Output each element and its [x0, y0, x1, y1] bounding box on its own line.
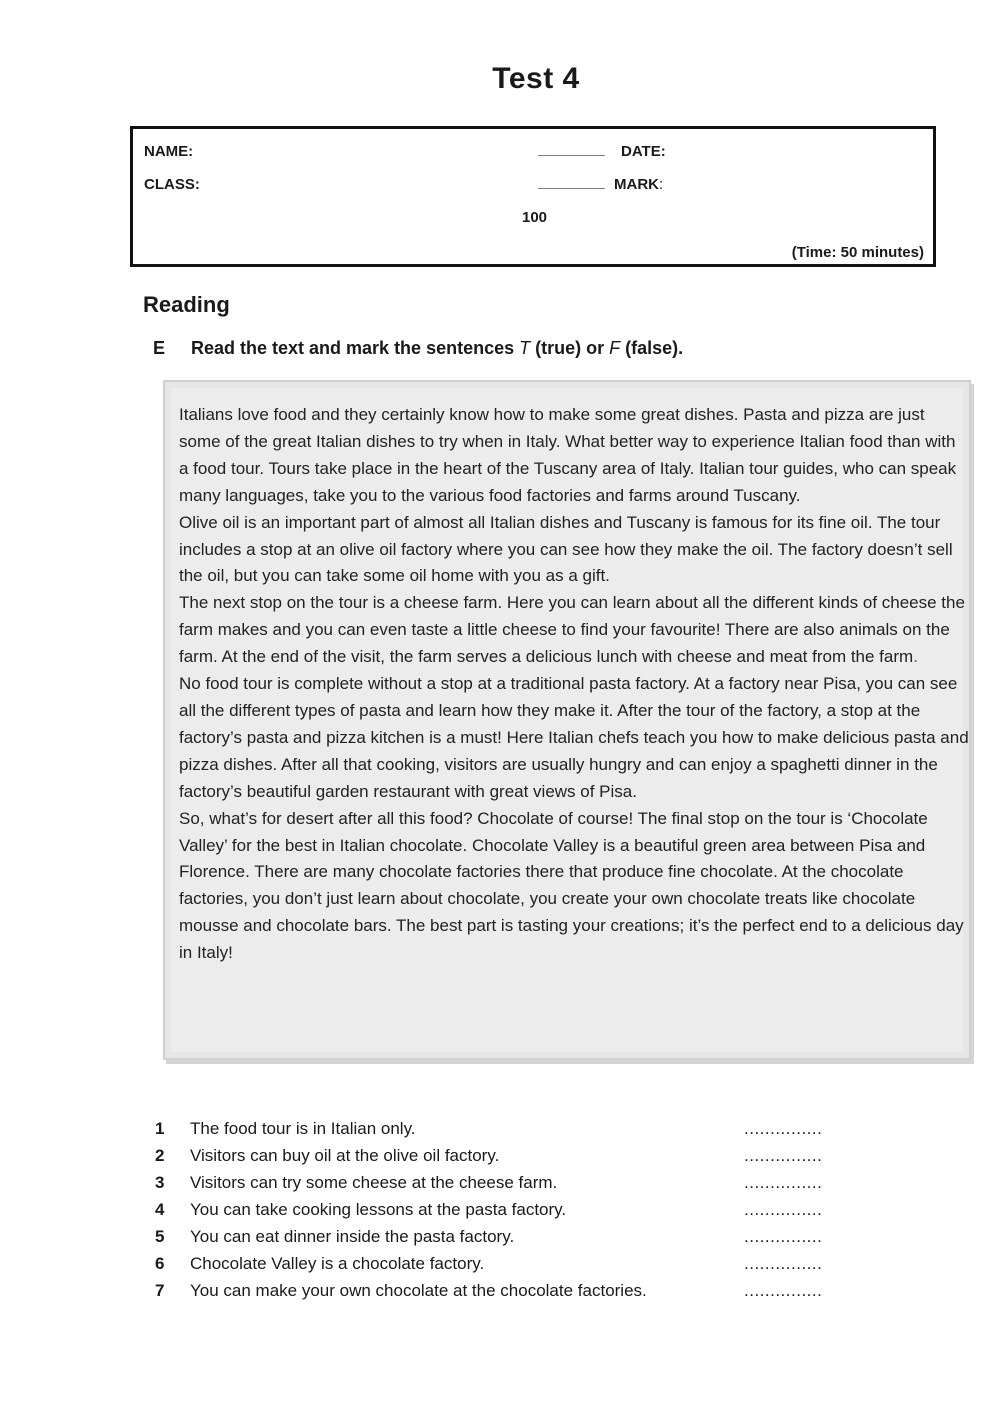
student-info-box	[130, 126, 936, 267]
passage-paragraph-text: The next stop on the tour is a cheese farm. Here you can learn about all the different kinds of cheese the farm makes and you can even taste a little cheese to find your favourite! There are also animals on the farm. At the end of the visit, the farm serves a delicious lunch with cheese and meat from the farm	[179, 593, 965, 667]
question-number: 5	[155, 1227, 165, 1246]
passage-paragraph: Olive oil is an important part of almost all Italian dishes and Tuscany is famous for its fine oil. The tour includes a stop at an olive oil factory where you can see how they make the oil. The factory doesn’t sell the oil, but you can take some oil home with you as a gift.	[179, 512, 953, 586]
time-note: (Time: 50 minutes)	[791, 244, 924, 261]
date-label: DATE:	[621, 143, 666, 160]
mark-colon: :	[659, 176, 664, 193]
question-number: 1	[155, 1119, 165, 1138]
passage-paragraph: So, what’s for desert after all this food? Chocolate of course! The final stop on the tour is ‘Chocolate Valley’ for the best in Italian chocolate. Chocolate Valley is a beautiful green area between Pisa and Florence. There are many chocolate factories there that produce fine chocolate. At the chocolate factories, you don’t just learn about chocolate, you create your own chocolate treats like chocolate mousse and chocolate bars. The best part is tasting your creations; it’s the perfect end to a delicious day in Italy!	[179, 808, 964, 963]
page-title: Test 4	[492, 62, 580, 95]
section-title: Reading	[143, 292, 230, 317]
name-label: NAME:	[144, 143, 194, 160]
true-letter: T	[519, 338, 531, 358]
question-item	[155, 1142, 855, 1169]
question-number: 4	[155, 1200, 165, 1219]
reading-passage	[179, 402, 969, 967]
answer-blank[interactable]: ...............	[744, 1200, 823, 1219]
instruction-text-a: Read the text and mark the sentences	[191, 338, 520, 358]
mark-total: 100	[522, 209, 548, 226]
question-item	[155, 1250, 855, 1277]
date-line: ________	[538, 141, 605, 158]
instruction-text-c: (false).	[620, 338, 684, 358]
class-label: CLASS:	[144, 176, 200, 193]
question-text: Visitors can try some cheese at the cheese farm.	[190, 1173, 558, 1192]
question-number: 3	[155, 1173, 165, 1192]
passage-paragraph	[179, 590, 969, 671]
question-item	[155, 1223, 855, 1250]
question-text: Chocolate Valley is a chocolate factory.	[190, 1254, 485, 1273]
question-list	[155, 1115, 855, 1304]
passage-paragraph: Italians love food and they certainly know how to make some great dishes. Pasta and pizza are just some of the great Italian dishes to try when in Italy. What better way to experience Italian food than with a food tour. Tours take place in the heart of the Tuscany area of Italy. Italian tour guides, who can speak many languages, take you to the various food factories and farms around Tuscany.	[179, 405, 957, 505]
question-text: You can eat dinner inside the pasta factory.	[190, 1227, 515, 1246]
question-number: 6	[155, 1254, 165, 1273]
exercise-instruction	[153, 338, 683, 359]
exercise-letter: E	[153, 338, 166, 358]
answer-blank[interactable]: ...............	[744, 1254, 823, 1273]
answer-blank[interactable]: ...............	[744, 1173, 823, 1192]
answer-blank[interactable]: ...............	[744, 1227, 823, 1246]
answer-blank[interactable]: ...............	[744, 1281, 823, 1300]
question-text: You can take cooking lessons at the pasta factory.	[190, 1200, 567, 1219]
false-letter: F	[609, 338, 621, 358]
question-item	[155, 1115, 855, 1142]
instruction-text-b: (true) or	[530, 338, 610, 358]
question-item	[155, 1169, 855, 1196]
question-text: The food tour is in Italian only.	[190, 1119, 416, 1138]
passage-paragraph: No food tour is complete without a stop at a traditional pasta factory. At a factory near Pisa, you can see all the different types of pasta and learn how they make it. After the tour of the factory, a stop at the factory’s pasta and pizza kitchen is a must! Here Italian chefs teach you how to make delicious pasta and pizza dishes. After all that cooking, visitors are usually hungry and can enjoy a spaghetti dinner in the factory’s beautiful garden restaurant with great views of Pisa.	[179, 674, 969, 801]
question-number: 7	[155, 1281, 165, 1300]
question-item	[155, 1196, 855, 1223]
question-text: Visitors can buy oil at the olive oil factory.	[190, 1146, 500, 1165]
question-text: You can make your own chocolate at the chocolate factories.	[190, 1281, 647, 1300]
red-period: .	[913, 647, 918, 667]
question-number: 2	[155, 1146, 165, 1165]
question-item	[155, 1277, 855, 1304]
mark-label: MARK	[614, 176, 659, 193]
answer-blank[interactable]: ...............	[744, 1146, 823, 1165]
answer-blank[interactable]: ...............	[744, 1119, 823, 1138]
mark-line: ________	[538, 174, 605, 191]
